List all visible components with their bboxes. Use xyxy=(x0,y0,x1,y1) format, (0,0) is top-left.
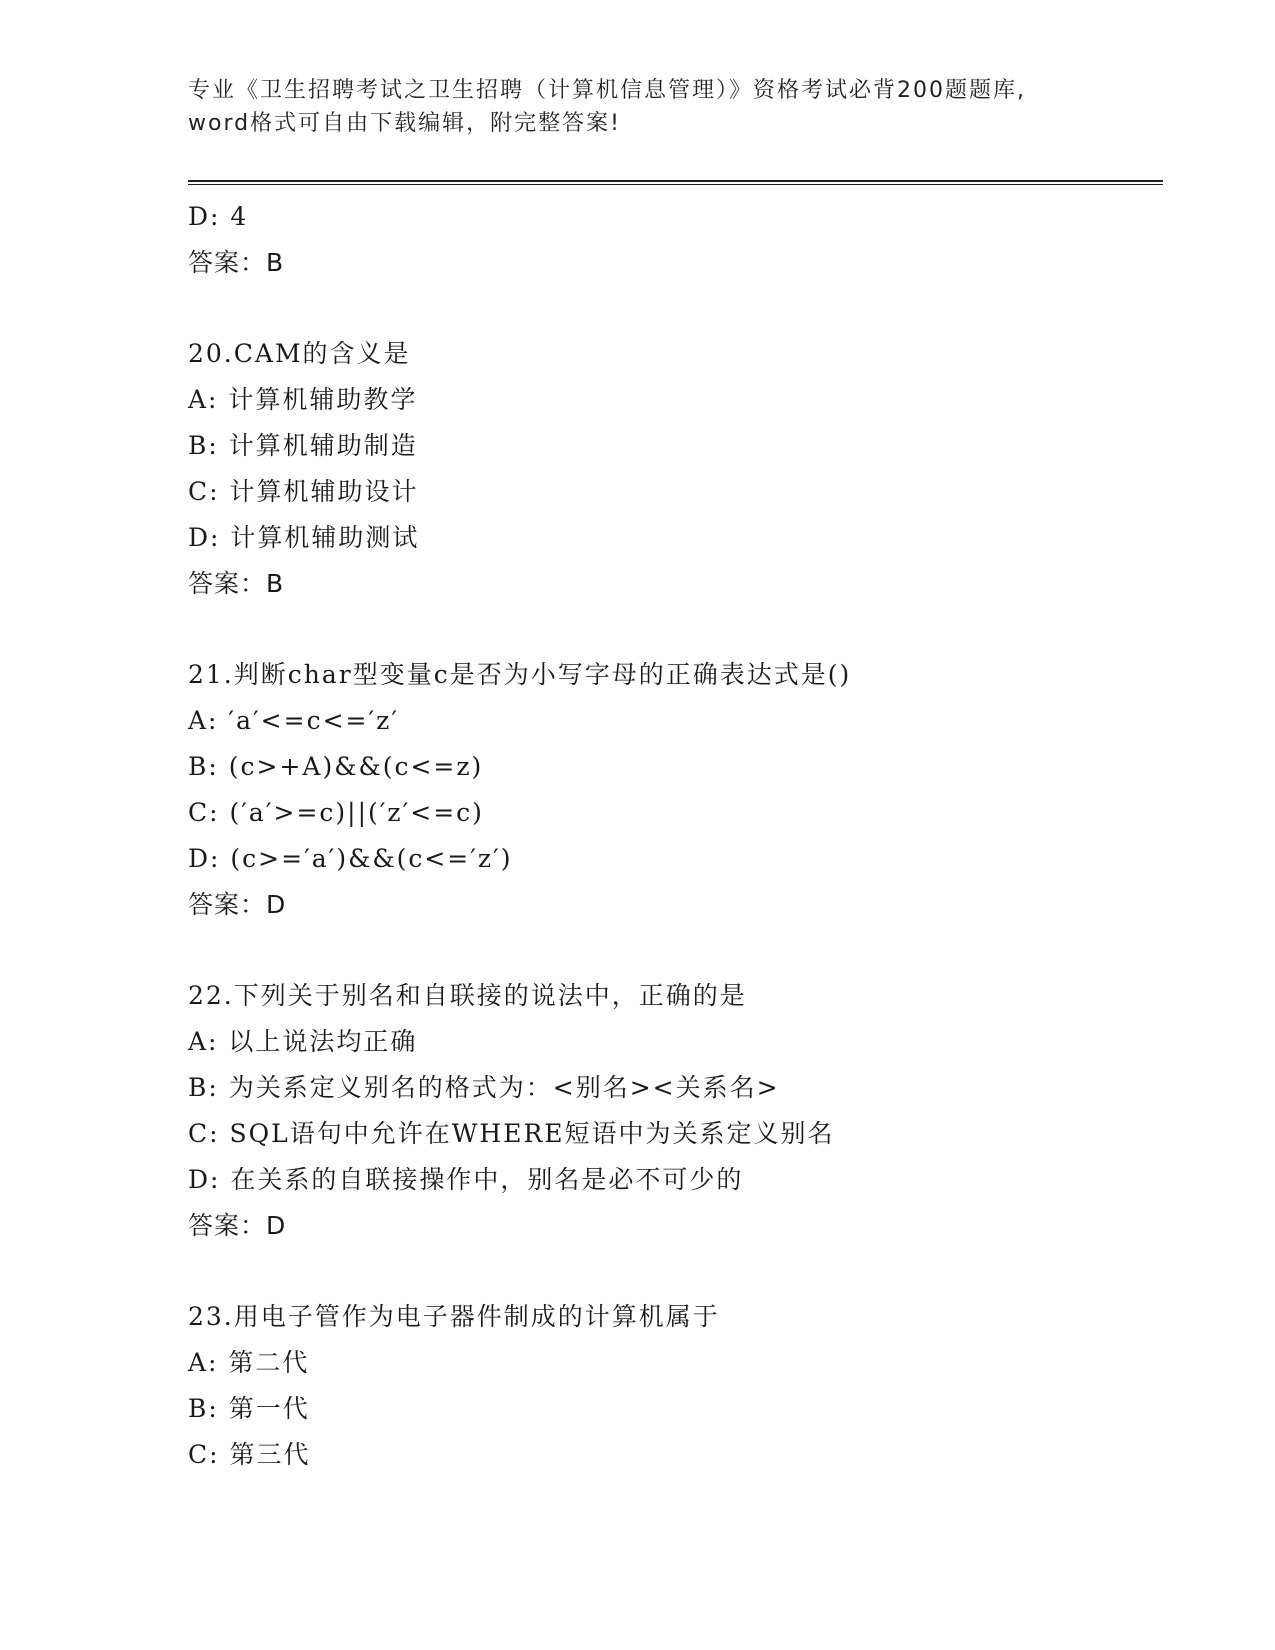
spacer xyxy=(188,286,1163,331)
spacer xyxy=(188,928,1163,973)
option-c: C: 第三代 xyxy=(188,1440,311,1469)
option-b: B: (c>+A)&&(c<=z) xyxy=(188,752,484,781)
header-line-2: word格式可自由下载编辑，附完整答案! xyxy=(188,111,621,136)
answer: 答案：D xyxy=(188,1211,287,1240)
carryover-option-d: D: 4 xyxy=(188,202,249,231)
option-a: A: 第二代 xyxy=(188,1348,310,1377)
question-22 xyxy=(188,973,1163,1249)
option-d: D: 计算机辅助测试 xyxy=(188,523,420,552)
option-a: A: 计算机辅助教学 xyxy=(188,385,418,414)
option-a: A: 以上说法均正确 xyxy=(188,1027,418,1056)
question-title: 21.判断char型变量c是否为小写字母的正确表达式是() xyxy=(188,660,852,689)
header-divider xyxy=(188,180,1163,185)
option-b: B: 第一代 xyxy=(188,1394,310,1423)
question-title: 23.用电子管作为电子器件制成的计算机属于 xyxy=(188,1302,720,1331)
option-b: B: 为关系定义别名的格式为：<别名><关系名> xyxy=(188,1073,780,1102)
question-title: 20.CAM的含义是 xyxy=(188,339,411,368)
option-a: A: ′a′<=c<=′z′ xyxy=(188,706,399,735)
question-content xyxy=(188,194,1163,1478)
document-header xyxy=(188,74,1088,140)
question-23 xyxy=(188,1294,1163,1478)
option-c: C: 计算机辅助设计 xyxy=(188,477,419,506)
question-21 xyxy=(188,652,1163,928)
answer: 答案：D xyxy=(188,890,287,919)
option-d: D: 在关系的自联接操作中，别名是必不可少的 xyxy=(188,1165,744,1194)
spacer xyxy=(188,1249,1163,1294)
question-20 xyxy=(188,331,1163,607)
option-c: C: (′a′>=c)||(′z′<=c) xyxy=(188,798,484,827)
header-line-1: 专业《卫生招聘考试之卫生招聘（计算机信息管理）》资格考试必背200题题库, xyxy=(188,78,1026,103)
carryover-answer: 答案：B xyxy=(188,248,285,277)
question-title: 22.下列关于别名和自联接的说法中，正确的是 xyxy=(188,981,747,1010)
spacer xyxy=(188,607,1163,652)
option-c: C: SQL语句中允许在WHERE短语中为关系定义别名 xyxy=(188,1119,835,1148)
option-b: B: 计算机辅助制造 xyxy=(188,431,418,460)
option-d: D: (c>=′a′)&&(c<=′z′) xyxy=(188,844,513,873)
answer: 答案：B xyxy=(188,569,285,598)
